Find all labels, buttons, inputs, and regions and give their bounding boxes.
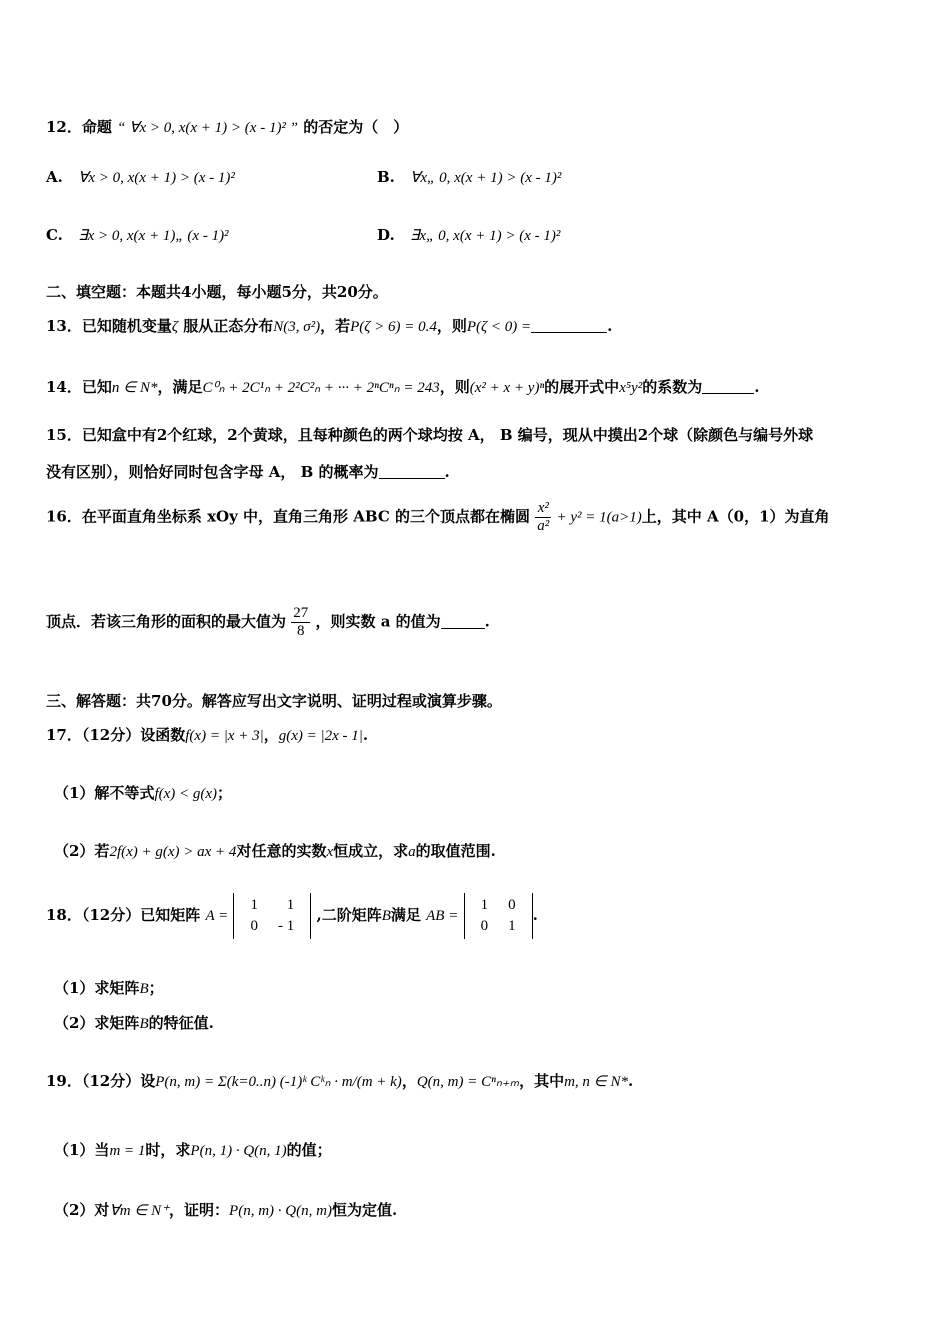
identity-matrix: 1 0 0 1 (464, 893, 533, 939)
q12-stem-expr: “ ∀x > 0, x(x + 1) > (x - 1)² ” (117, 120, 299, 136)
ellipse-fraction: $\frac{\text{x²}}{\text{a²}}$ (537, 500, 550, 534)
q14-answer-blank (702, 379, 754, 394)
q13: 13．已知随机变量ζ 服从正态分布N(3, σ²)，若P(ζ > 6) = 0.4，则P(ζ < 0) = . (46, 317, 613, 335)
q17-stem: 17．（12分）设函数f(x) = |x + 3|，g(x) = |2x - 1|. (46, 726, 369, 744)
q17-part-2: （2）若2f(x) + g(x) > ax + 4对任意的实数x恒成立，求a的取值范围. (54, 842, 496, 860)
max-area-fraction: $\frac{27}{8}$ (293, 605, 309, 639)
section-3-heading: 三、解答题：共70分。解答应写出文字说明、证明过程或演算步骤。 (46, 692, 502, 710)
q12-option-b: B. ∀x„ 0, x(x + 1) > (x - 1)² (377, 168, 562, 186)
q12-option-a: A. ∀x > 0, x(x + 1) > (x - 1)² (46, 168, 235, 186)
q12-option-d: D. ∃x„ 0, x(x + 1) > (x - 1)² (377, 226, 561, 244)
q13-answer-blank (531, 318, 607, 333)
q12-option-c: C. ∃x > 0, x(x + 1)„ (x - 1)² (46, 226, 229, 244)
q19-part-1: （1）当m = 1时，求P(n, 1) · Q(n, 1)的值； (54, 1141, 332, 1159)
q16-answer-blank (441, 614, 485, 629)
section-2-heading: 二、填空题：本题共4小题，每小题5分，共20分。 (46, 283, 388, 301)
q16-line-1: 16．在平面直角坐标系 xOy 中，直角三角形 ABC 的三个顶点都在椭圆 $\frac{\text{x²}}{\text{a²}}$ + y² = 1(a>1)上，其中 A（0，1）为直角 (46, 500, 830, 534)
q19-part-2: （2）对∀m ∈ N⁺，证明：P(n, m) · Q(n, m)恒为定值. (54, 1201, 398, 1219)
q18-part-1: （1）求矩阵B； (54, 979, 164, 997)
q19-stem: 19．（12分）设P(n, m) = Σ(k=0..n) (-1)ᵏ Cᵏₙ · m/(m + k)，Q(n, m) = Cⁿₙ₊ₘ，其中m, n ∈ N*. (46, 1072, 634, 1090)
q18-stem: 18．（12分）已知矩阵 A = 1 1 0 - 1 ,二阶矩阵B满足 AB = 1 0 0 1 . (46, 893, 538, 939)
q17-part-1: （1）解不等式f(x) < g(x)； (54, 784, 233, 802)
q15-answer-blank (379, 464, 445, 479)
q16-line-2: 顶点．若该三角形的面积的最大值为 $\frac{27}{8}$ ，则实数 a 的值为 . (46, 605, 490, 639)
q12-stem: 12．命题 “ ∀x > 0, x(x + 1) > (x - 1)² ” 的否定为（ ） (46, 118, 409, 136)
matrix-a: 1 1 0 - 1 (233, 893, 311, 939)
q14: 14．已知n ∈ N*，满足C⁰ₙ + 2C¹ₙ + 2²C²ₙ + ··· + 2ⁿCⁿₙ = 243，则(x² + x + y)ⁿ的展开式中x⁵y²的系数为 . (46, 378, 760, 396)
q15-line-2: 没有区别），则恰好同时包含字母 A， B 的概率为 . (46, 463, 450, 481)
q18-part-2: （2）求矩阵B的特征值. (54, 1014, 214, 1032)
q15-line-1: 15．已知盒中有2个红球，2个黄球，且每种颜色的两个球均按 A， B 编号，现从中摸出2个球（除颜色与编号外球 (46, 426, 814, 444)
